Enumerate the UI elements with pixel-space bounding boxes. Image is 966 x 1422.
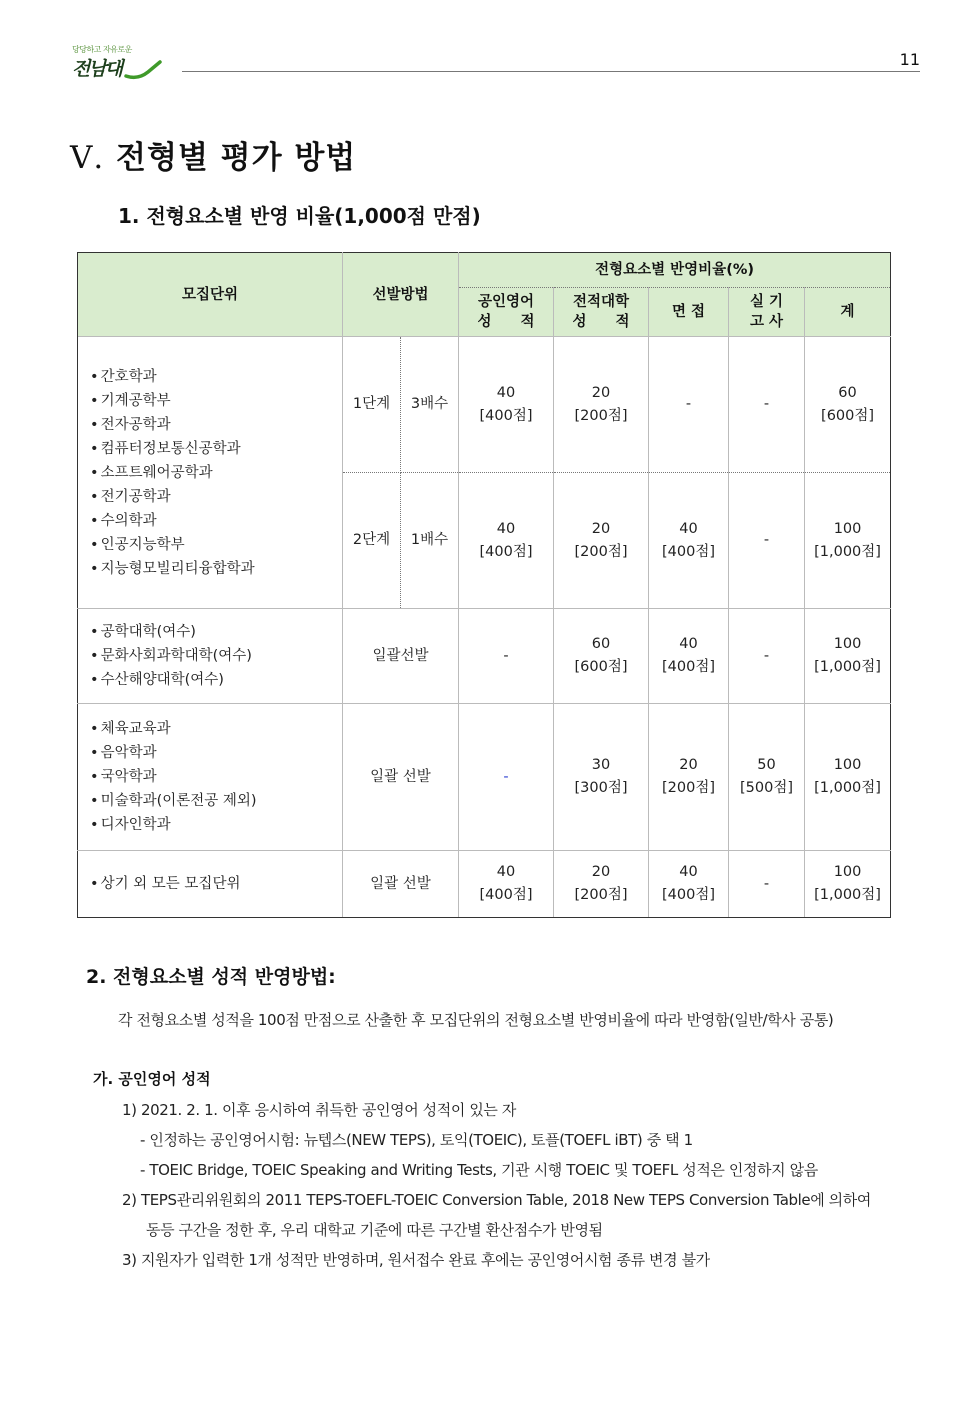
group2-method: 일괄선발 [343,609,459,704]
header-method: 선발방법 [343,253,459,337]
points: [200점] [574,407,628,424]
value: 40 [496,520,516,537]
unit-item: • 전기공학과 [90,485,342,509]
stage2-multiplier: 1배수 [401,473,459,609]
value: 20 [679,757,698,773]
points: [200점] [662,780,715,796]
group3-total [805,704,891,851]
value: 40 [496,864,516,880]
stage2-label: 2단계 [343,473,401,609]
points: [400점] [662,659,715,675]
university-logo [72,44,172,80]
value: 40 [679,636,698,652]
group2-practical: - [729,609,805,704]
title-roman-numeral: Ⅴ. [70,140,105,176]
header-practical-line2: 고 사 [749,314,784,330]
header-total: 계 [805,288,891,337]
group3-interview [649,704,729,851]
header-transcript-line2: 성 적 [572,314,630,330]
value: 20 [591,520,611,537]
stage1-multiplier: 3배수 [401,337,459,473]
value: 100 [833,520,862,537]
header-english-line2: 성 적 [477,314,535,330]
table-row [78,704,891,851]
stage2-practical: - [729,473,805,609]
unit-item: • 문화사회과학대학(여수) [90,644,342,668]
points: [400점] [479,543,533,560]
group2-transcript [554,609,649,704]
header-transcript [554,288,649,337]
group3-english: - [459,704,554,851]
unit-item: • 간호학과 [90,365,342,389]
group1-units [78,337,343,609]
unit-item: • 지능형모빌리티융합학과 [90,557,342,581]
english-item-1-dash-2: - TOEIC Bridge, TOEIC Speaking and Writing Tests, 기관 시행 TOEIC 및 TOEFL 성적은 인정하지 않음 [140,1161,818,1179]
group4-units [78,851,343,918]
unit-item: • 상기 외 모든 모집단위 [90,872,342,896]
page-number: 11 [899,50,920,69]
table-row [78,851,891,918]
value: 20 [591,864,611,880]
header-practical [729,288,805,337]
group2-interview [649,609,729,704]
section-2-title: 2. 전형요소별 성적 반영방법: [86,966,336,988]
logo-wordmark: 전남대 [72,58,122,80]
stage2-total [805,473,891,609]
unit-item: • 미술학과(이론전공 제외) [90,789,342,813]
stage2-transcript [554,473,649,609]
unit-item: • 디자인학과 [90,813,342,837]
logo-swoosh-icon [124,60,162,80]
unit-item: • 소프트웨어공학과 [90,461,342,485]
group3-units [78,704,343,851]
unit-item: • 기계공학부 [90,389,342,413]
unit-item: • 음악학과 [90,741,342,765]
group3-method: 일괄 선발 [343,704,459,851]
group4-english [459,851,554,918]
points: [200점] [574,543,628,560]
subsection-english-title: 가. 공인영어 성적 [93,1070,211,1088]
stage1-label: 1단계 [343,337,401,473]
header-practical-line1: 실 기 [749,294,784,310]
group4-total [805,851,891,918]
english-item-2-line-1: 2) TEPS관리위원회의 2011 TEPS-TOEFL-TOEIC Conversion Table, 2018 New TEPS Conversion Table에 의하여 [122,1191,871,1209]
unit-item: • 수의학과 [90,509,342,533]
english-item-3: 3) 지원자가 입력한 1개 성적만 반영하며, 원서접수 완료 후에는 공인영어시험 종류 변경 불가 [122,1251,710,1269]
group2-units [78,609,343,704]
section-2-intro: 각 전형요소별 성적을 100점 만점으로 산출한 후 모집단위의 전형요소별 반영비율에 따라 반영함(일반/학사 공통) [118,1011,834,1029]
group4-transcript [554,851,649,918]
value: 60 [838,384,857,401]
header-divider [182,71,920,72]
points: [1,000점] [814,887,881,903]
stage1-practical: - [729,337,805,473]
title-text: 전형별 평가 방법 [116,140,357,176]
group4-practical: - [729,851,805,918]
english-item-1: 1) 2021. 2. 1. 이후 응시하여 취득한 공인영어 성적이 있는 자 [122,1101,516,1119]
points: [500점] [740,780,793,796]
stage2-interview [649,473,729,609]
header-unit: 모집단위 [78,253,343,337]
stage1-english [459,337,554,473]
stage1-interview: - [649,337,729,473]
value: 100 [833,864,862,880]
points: [400점] [479,407,533,424]
unit-item: • 인공지능학부 [90,533,342,557]
evaluation-ratio-table [77,252,891,918]
points: [1,000점] [814,659,881,675]
stage2-english [459,473,554,609]
header-english [459,288,554,337]
points: [400점] [662,543,715,560]
points: [400점] [479,887,533,903]
value: 30 [591,757,611,773]
header-transcript-line1: 전적대학 [572,294,630,310]
value: 40 [496,384,516,401]
unit-item: • 체육교육과 [90,717,342,741]
header-interview: 면 접 [649,288,729,337]
header-english-line1: 공인영어 [477,294,535,310]
value: 40 [679,520,698,537]
group3-practical [729,704,805,851]
value: 50 [757,757,776,773]
unit-item: • 국악학과 [90,765,342,789]
unit-item: • 컴퓨터정보통신공학과 [90,437,342,461]
english-item-2-line-2: 동등 구간을 정한 후, 우리 대학교 기준에 따른 구간별 환산점수가 반영됨 [146,1221,603,1239]
header-ratio-group: 전형요소별 반영비율(%) [459,253,891,288]
points: [400점] [662,887,715,903]
value: 100 [833,636,862,652]
unit-item: • 공학대학(여수) [90,620,342,644]
logo-tagline: 당당하고 자유로운 [72,45,132,54]
group4-method: 일괄 선발 [343,851,459,918]
english-item-1-dash-1: - 인정하는 공인영어시험: 뉴텝스(NEW TEPS), 토익(TOEIC), 토플(TOEFL iBT) 중 택 1 [140,1131,693,1149]
stage1-total [805,337,891,473]
page-title [70,132,356,177]
value: 60 [591,636,611,652]
unit-item: • 전자공학과 [90,413,342,437]
section-1-title: 1. 전형요소별 반영 비율(1,000점 만점) [118,204,481,228]
table-row [78,609,891,704]
stage1-transcript [554,337,649,473]
value: 100 [833,757,862,773]
points: [1,000점] [814,543,881,560]
points: [600점] [574,659,628,675]
value: 40 [679,864,698,880]
points: [1,000점] [814,780,881,796]
value: 20 [591,384,611,401]
points: [300점] [574,780,628,796]
table-row [78,337,891,473]
points: [200점] [574,887,628,903]
unit-item: • 수산해양대학(여수) [90,668,342,692]
group3-transcript [554,704,649,851]
group4-interview [649,851,729,918]
group2-english: - [459,609,554,704]
points: [600점] [821,407,875,424]
group2-total [805,609,891,704]
